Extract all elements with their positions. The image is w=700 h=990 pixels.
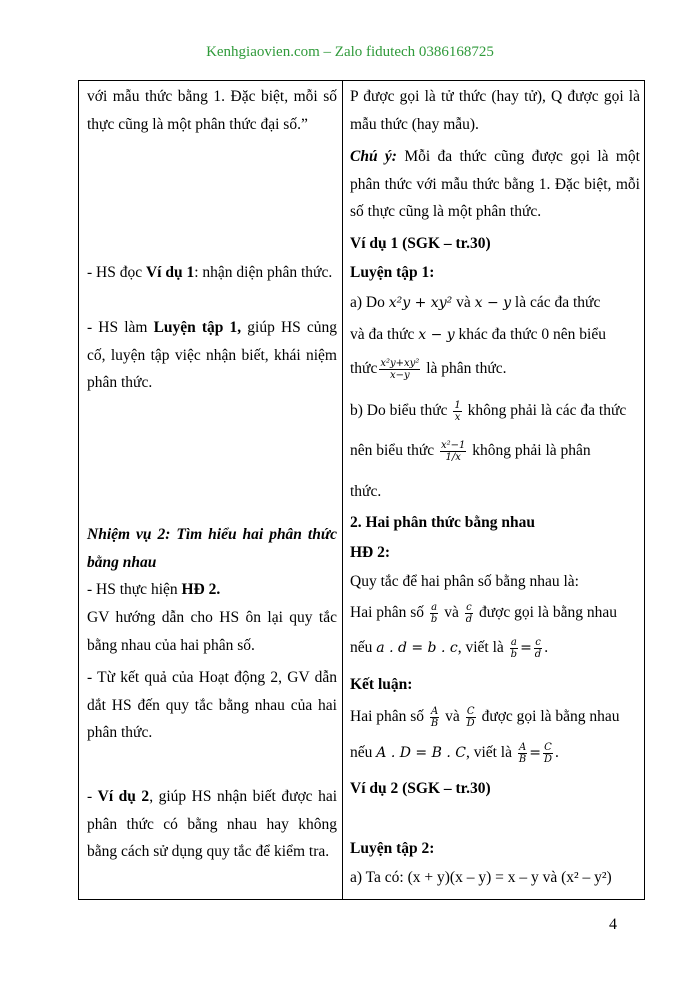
left-para-4: - HS thực hiện HĐ 2. [87,581,221,598]
section-2-heading: 2. Hai phân thức bằng nhau [350,514,536,531]
left-para-5: GV hướng dẫn cho HS ôn lại quy tắc bằng nhau của hai phân số. [87,609,337,654]
rational-rule-line1: Hai phân số $\frac{A}{B}$ và $\frac{C}{D}$ được gọi là bằng nhau [350,705,620,729]
right-para-1: P được gọi là tử thức (hay tử), Q được gọi là mẫu thức (hay mẫu). [350,88,640,133]
practice-1-b-line2: nên biểu thức $\frac{\text{x²−1}}{1/x}$ không phải là phân [350,439,591,463]
activity-2-heading: HĐ 2: [350,544,391,561]
practice-1-b-line3: thức. [350,483,382,500]
task-2-heading: Nhiệm vụ 2: Tìm hiểu hai phân thức bằng nhau [87,526,337,571]
note-para: Chú ý: Mỗi đa thức cũng được gọi là một phân thức với mẫu thức bằng 1. Đặc biệt, mỗi số thực cũng là một phân thức. [350,148,640,220]
fraction: $\frac{1}{x}$ [454,399,461,423]
site-name: Kenhgiaovien.com [206,44,320,60]
fraction-rule-line1: Hai phân số $\frac{a}{b}$ và $\frac{c}{d}$ được gọi là bằng nhau [350,601,617,625]
fraction-rule-line2: nếu a . d = b . c, viết là $\frac{a}{b}$ = $\frac{c}{d}$ . [350,636,549,660]
conclusion-heading: Kết luận: [350,676,413,693]
practice-1-a-line1: a) Do x²y + xy² và x − y là các đa thức [350,294,601,311]
practice-1-b-line1: b) Do biểu thức $\frac{1}{x}$ không phải là các đa thức [350,399,627,423]
rule-intro: Quy tắc để hai phân số bằng nhau là: [350,573,579,590]
header-dash: – [323,44,332,60]
fraction: $\frac{\text{x²y+xy²}}{x-y}$ [380,357,420,381]
header-contact: Zalo fidutech 0386168725 [334,44,494,60]
left-para-7: - Ví dụ 2, giúp HS nhận biết được hai phân thức có bằng nhau hay không bằng cách sử dụng quy tắc để kiểm tra. [87,788,337,860]
column-divider [342,81,343,899]
left-para-2: - HS đọc Ví dụ 1: nhận diện phân thức. [87,264,333,281]
example-1-label: Ví dụ 1 (SGK – tr.30) [350,235,491,252]
practice-2-heading: Luyện tập 2: [350,840,435,857]
lesson-table [78,80,645,900]
left-para-1: với mẫu thức bằng 1. Đặc biệt, mỗi số thực cũng là một phân thức đại số.” [87,88,337,133]
practice-1-a-line2: và đa thức x − y khác đa thức 0 nên biểu [350,326,606,343]
left-para-6: - Từ kết quả của Hoạt động 2, GV dẫn dắt HS đến quy tắc bằng nhau của hai phân thức. [87,669,337,741]
rational-rule-line2: nếu A . D = B . C, viết là $\frac{A}{B}$ = $\frac{C}{D}$ . [350,741,559,765]
practice-1-heading: Luyện tập 1: [350,264,435,281]
page-header [0,44,700,61]
practice-1-a-line3: thức $\frac{\text{x²y+xy²}}{x-y}$ là phân thức. [350,357,507,381]
page-number: 4 [609,916,617,933]
fraction: $\frac{\text{x²−1}}{1/x}$ [441,439,466,463]
example-2-label: Ví dụ 2 (SGK – tr.30) [350,780,491,797]
practice-2-a: a) Ta có: (x + y)(x – y) = x – y và (x² – y²) [350,869,612,886]
left-para-3: - HS làm Luyện tập 1, giúp HS củng cố, luyện tập việc nhận biết, khái niệm phân thức. [87,319,337,391]
